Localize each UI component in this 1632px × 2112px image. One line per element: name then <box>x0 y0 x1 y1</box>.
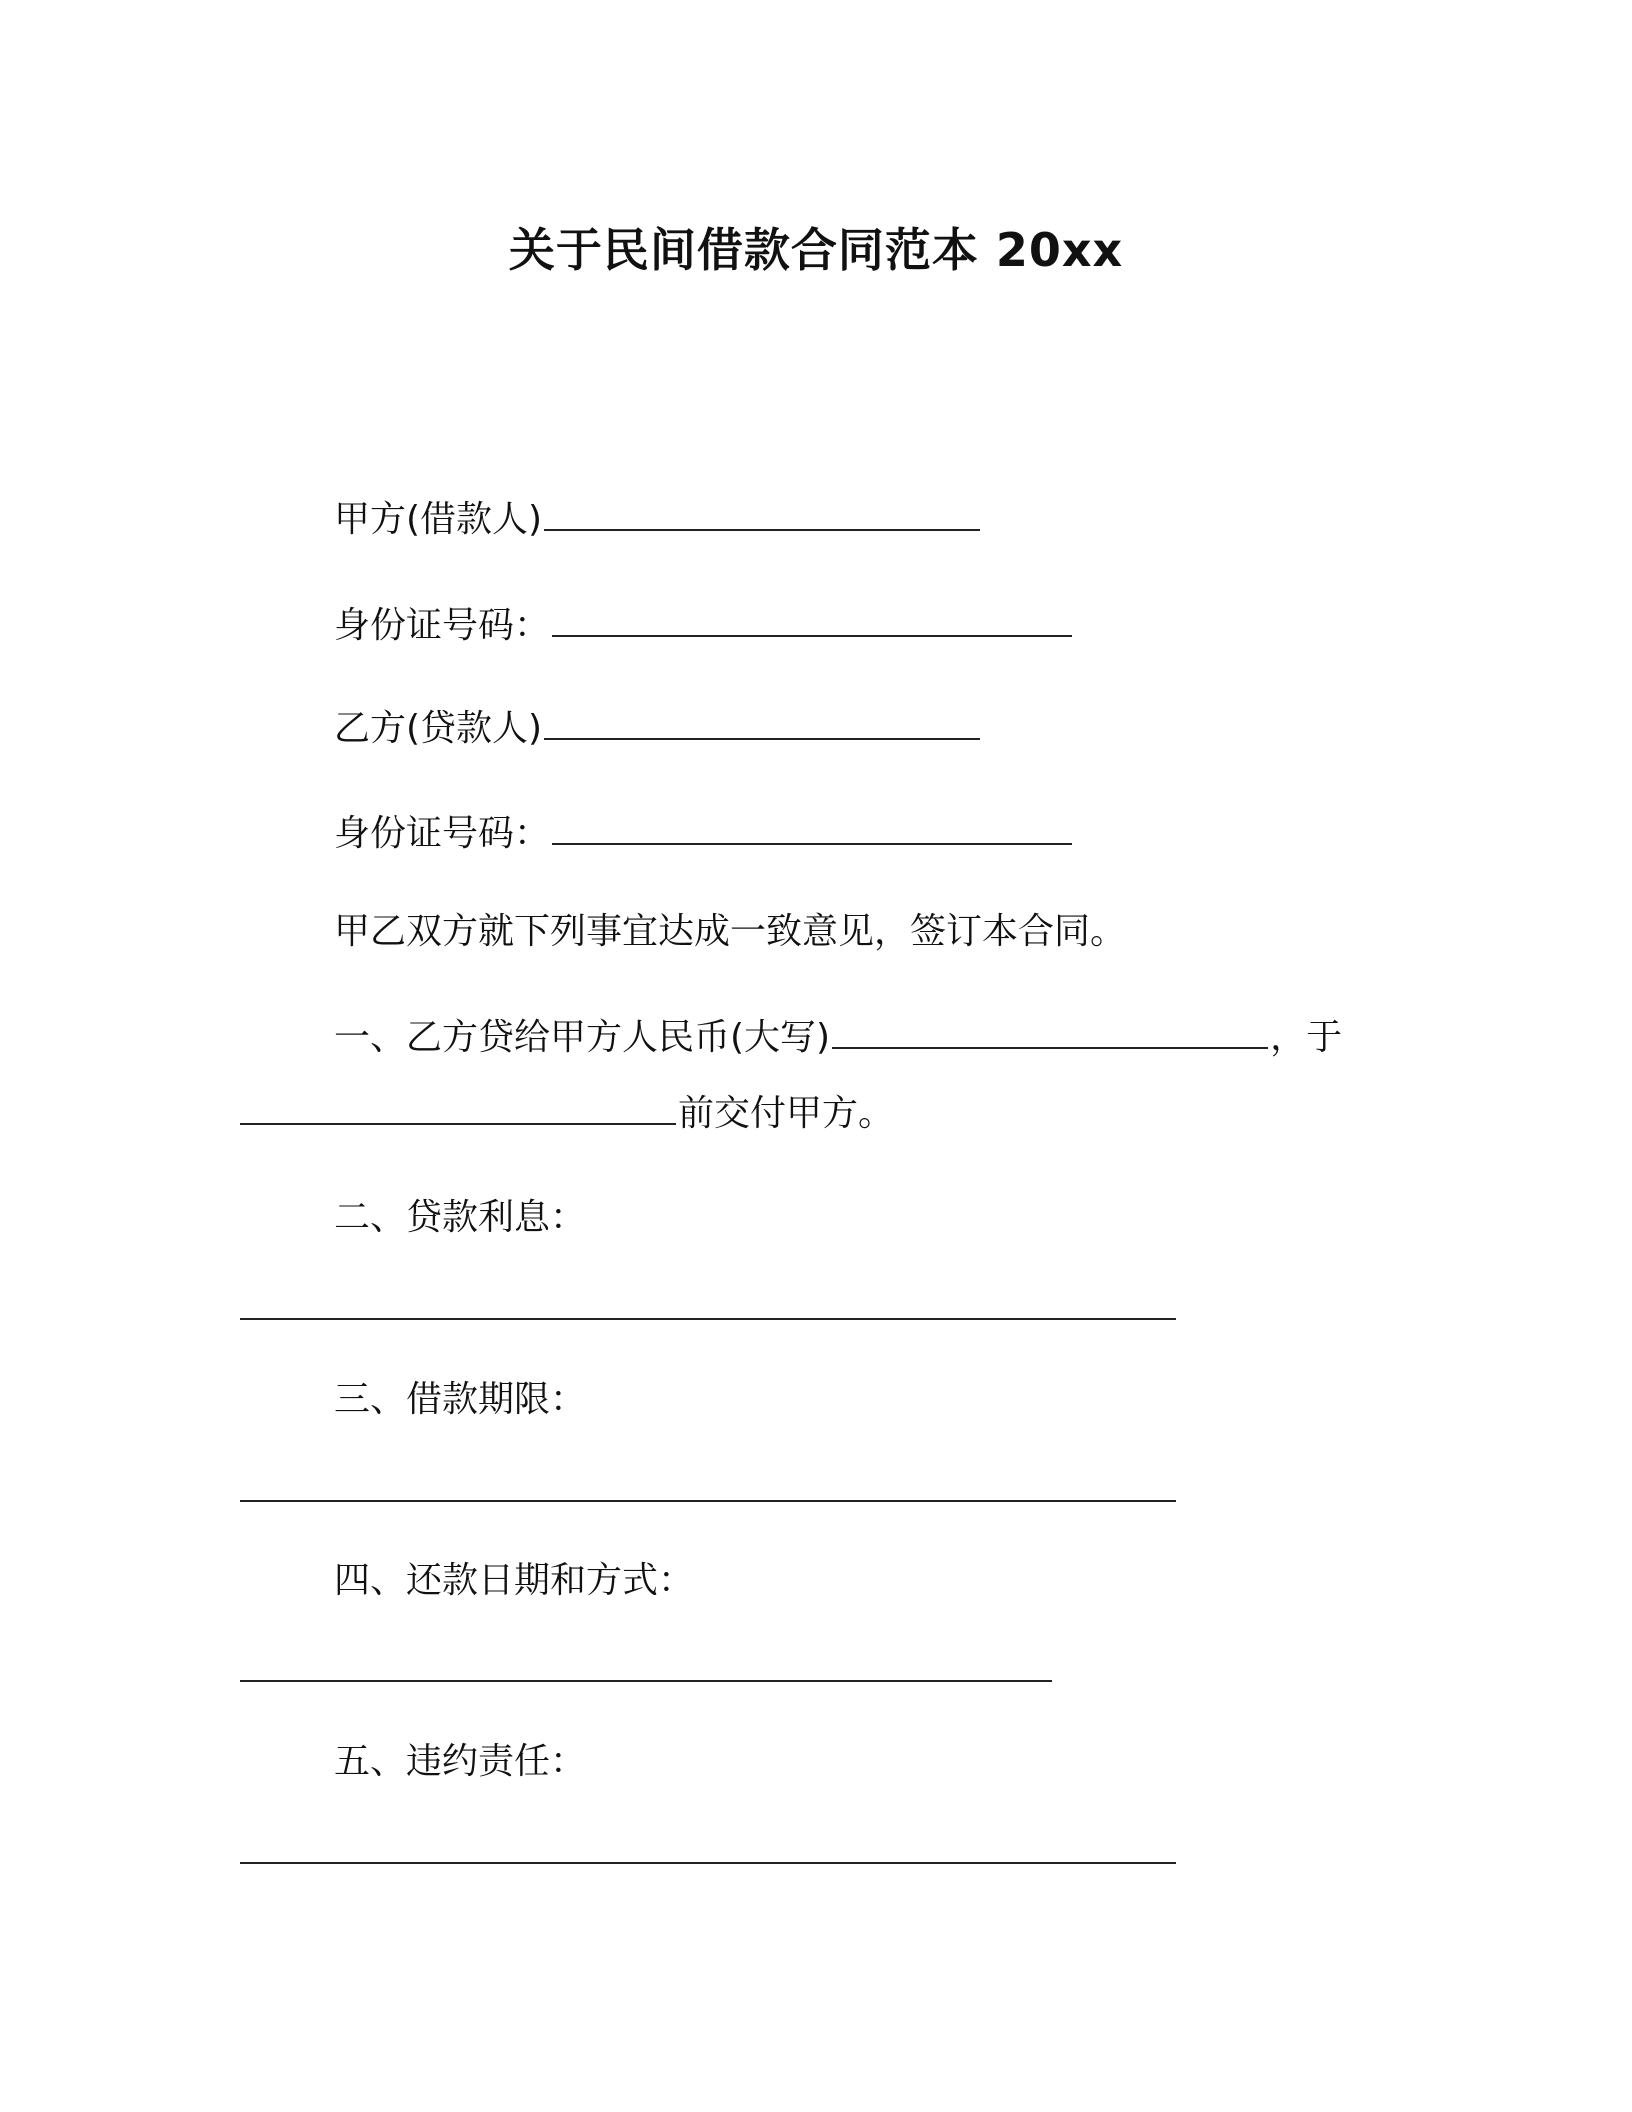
clause-3-heading: 三、借款期限： <box>334 1379 587 1420</box>
clause-4-heading: 四、还款日期和方式： <box>334 1560 695 1601</box>
party-b-id-line <box>334 810 1074 858</box>
clause-3-blank[interactable] <box>240 1500 1176 1502</box>
party-b-id-label: 身份证号码： <box>334 813 551 854</box>
party-b-blank[interactable] <box>544 708 980 740</box>
party-b-line <box>334 705 982 753</box>
clause-2-heading: 二、贷款利息： <box>334 1197 587 1238</box>
clause-1-prefix: 一、乙方贷给甲方人民币(大写) <box>334 1017 831 1058</box>
clause-4-blank[interactable] <box>240 1680 1052 1682</box>
party-b-label: 乙方(贷款人) <box>334 708 543 749</box>
clause-5-blank[interactable] <box>240 1862 1176 1864</box>
clause-2-blank[interactable] <box>240 1318 1176 1320</box>
party-b-id-blank[interactable] <box>552 813 1072 845</box>
party-a-id-line <box>334 602 1074 650</box>
document-title: 关于民间借款合同范本 20xx <box>508 223 1124 277</box>
agreement-intro: 甲乙双方就下列事宜达成一致意见，签订本合同。 <box>334 911 1127 952</box>
party-a-label: 甲方(借款人) <box>334 499 543 540</box>
clause-1-suffix: 前交付甲方。 <box>678 1093 895 1134</box>
clause-1-line-2 <box>240 1090 894 1138</box>
clause-1-line-1 <box>334 1014 1342 1062</box>
party-a-id-label: 身份证号码： <box>334 605 551 646</box>
clause-5-heading: 五、违约责任： <box>334 1741 587 1782</box>
party-a-id-blank[interactable] <box>552 605 1072 637</box>
party-a-blank[interactable] <box>544 499 980 531</box>
loan-amount-blank[interactable] <box>832 1017 1268 1049</box>
clause-1-mid: ，于 <box>1270 1017 1343 1058</box>
party-a-line <box>334 496 982 544</box>
delivery-date-blank[interactable] <box>240 1093 676 1125</box>
